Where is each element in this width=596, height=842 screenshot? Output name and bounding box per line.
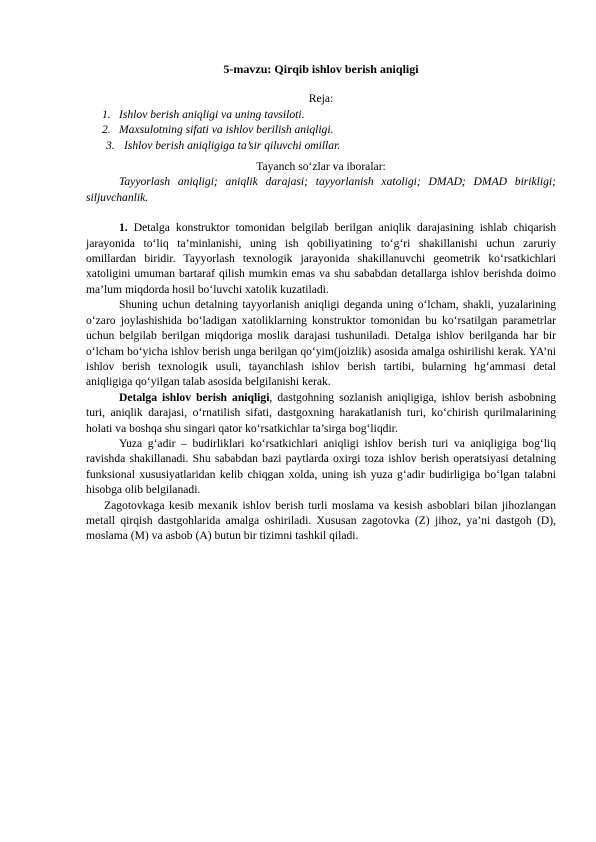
plan-item-text: Ishlov berish aniqligi va uning tavsiloti. xyxy=(119,107,305,121)
plan-item-number: 3. xyxy=(106,138,115,152)
keywords-heading: Tayanch so‘zlar va iboralar: xyxy=(256,160,386,174)
plan-heading: Reja: xyxy=(308,92,334,106)
paragraph-3-lead: Detalga ishlov berish aniqligi xyxy=(119,390,270,404)
paragraph-4: Yuza g‘adir – budirliklari ko‘rsatkichlari aniqligi ishlov berish turi va aniqligiga bog‘liq ravishda shakillanadi. Shu sababdan bazi paytlarda oxirgi toza ishlov berish operatsiyasi detalning funksional xususiyatlaridan kelib chiqgan xolda, uning ish yuza g‘adir budirligiga bo‘lgan talabni hisobga olib belgilanadi. xyxy=(86,436,556,497)
paragraph-5: Zagotovkaga kesib mexanik ishlov berish turli moslama va kesish asboblari bilan jihozlangan metall qirqish dastgohlarida amalga oshiriladi. Xususan zagotovka (Z) jihoz, ya’ni dastgoh (D), moslama (M) va asbob (A) butun bir tizimni tashkil qiladi. xyxy=(86,498,556,543)
document-page xyxy=(86,62,556,544)
plan-item-number: 1. xyxy=(102,107,111,121)
plan-list xyxy=(86,107,556,153)
paragraph-1 xyxy=(86,220,556,297)
plan-item xyxy=(86,138,556,153)
plan-item xyxy=(86,107,556,122)
paragraph-1-lead: 1. xyxy=(119,221,128,235)
paragraph-2: Shuning uchun detalning tayyorlanish aniqligi deganda uning o‘lcham, shakli, yuzalarining o‘zaro joylashishida bo‘ladigan xatoliklarning konstruktor tomonidan bu ko‘rsatilgan parametrlar uchun belgilab berilgan miqdoriga moslik darajasi tushuniladi. Detalga ishlov berilganda har bir o‘lcham bo‘yicha ishlov berish unga berilgan qo‘yim(joizlik) asosida amalga oshirilishi kerak. YA’ni ishlov berish texnologik usuli, tayanchlash ishlov berish tartibi, bularning hg‘ammasi detal aniqligiga qo‘yilgan talab asosida belgilanishi kerak. xyxy=(86,298,556,389)
paragraph-3 xyxy=(86,390,556,436)
plan-item-text: Maxsulotning sifati va ishlov berilish aniqligi. xyxy=(119,123,334,137)
plan-item-text: Ishlov berish aniqligiga ta’sir qiluvchi omillar. xyxy=(124,138,341,152)
paragraph-3-text: , dastgohning sozlanish aniqligiga, ishlov berish asbobning turi, aniqlik darajasi, o‘rnatilish sifati, dastgoxning harakatlanish turi, ko‘chirish qurilmalarining holati va boshqa shu singari qator ko‘rsatkichlar ta’sirga bog‘liqdir. xyxy=(86,390,557,435)
plan-item-number: 2. xyxy=(102,123,111,137)
keywords-text: Tayyorlash aniqligi; aniqlik darajasi; tayyorlanish xatoligi; DMAD; DMAD birikligi; siljuvchanlik. xyxy=(86,175,556,204)
page-title: 5-mavzu: Qirqib ishlov berish aniqligi xyxy=(223,62,419,76)
paragraph-1-text: Detalga konstruktor tomonidan belgilab berilgan aniqlik darajasining ishlab chiqarish jarayonida to‘liq ta’minlanishi, uning ish qobiliyatining to‘g‘ri shakillanishi uchun zaruriy omillardan biridir. Tayyorlash texnologik jarayonida shakillanuvchi geometrik ko‘rsatkichlari xatoligini umuman bartaraf qilish mumkin emas va shu sababdan detallarga ishlov berishda doimo ma’lum miqdorda hosil bo‘luvchi xatolik kuzatiladi. xyxy=(86,221,556,296)
plan-item xyxy=(86,122,556,137)
